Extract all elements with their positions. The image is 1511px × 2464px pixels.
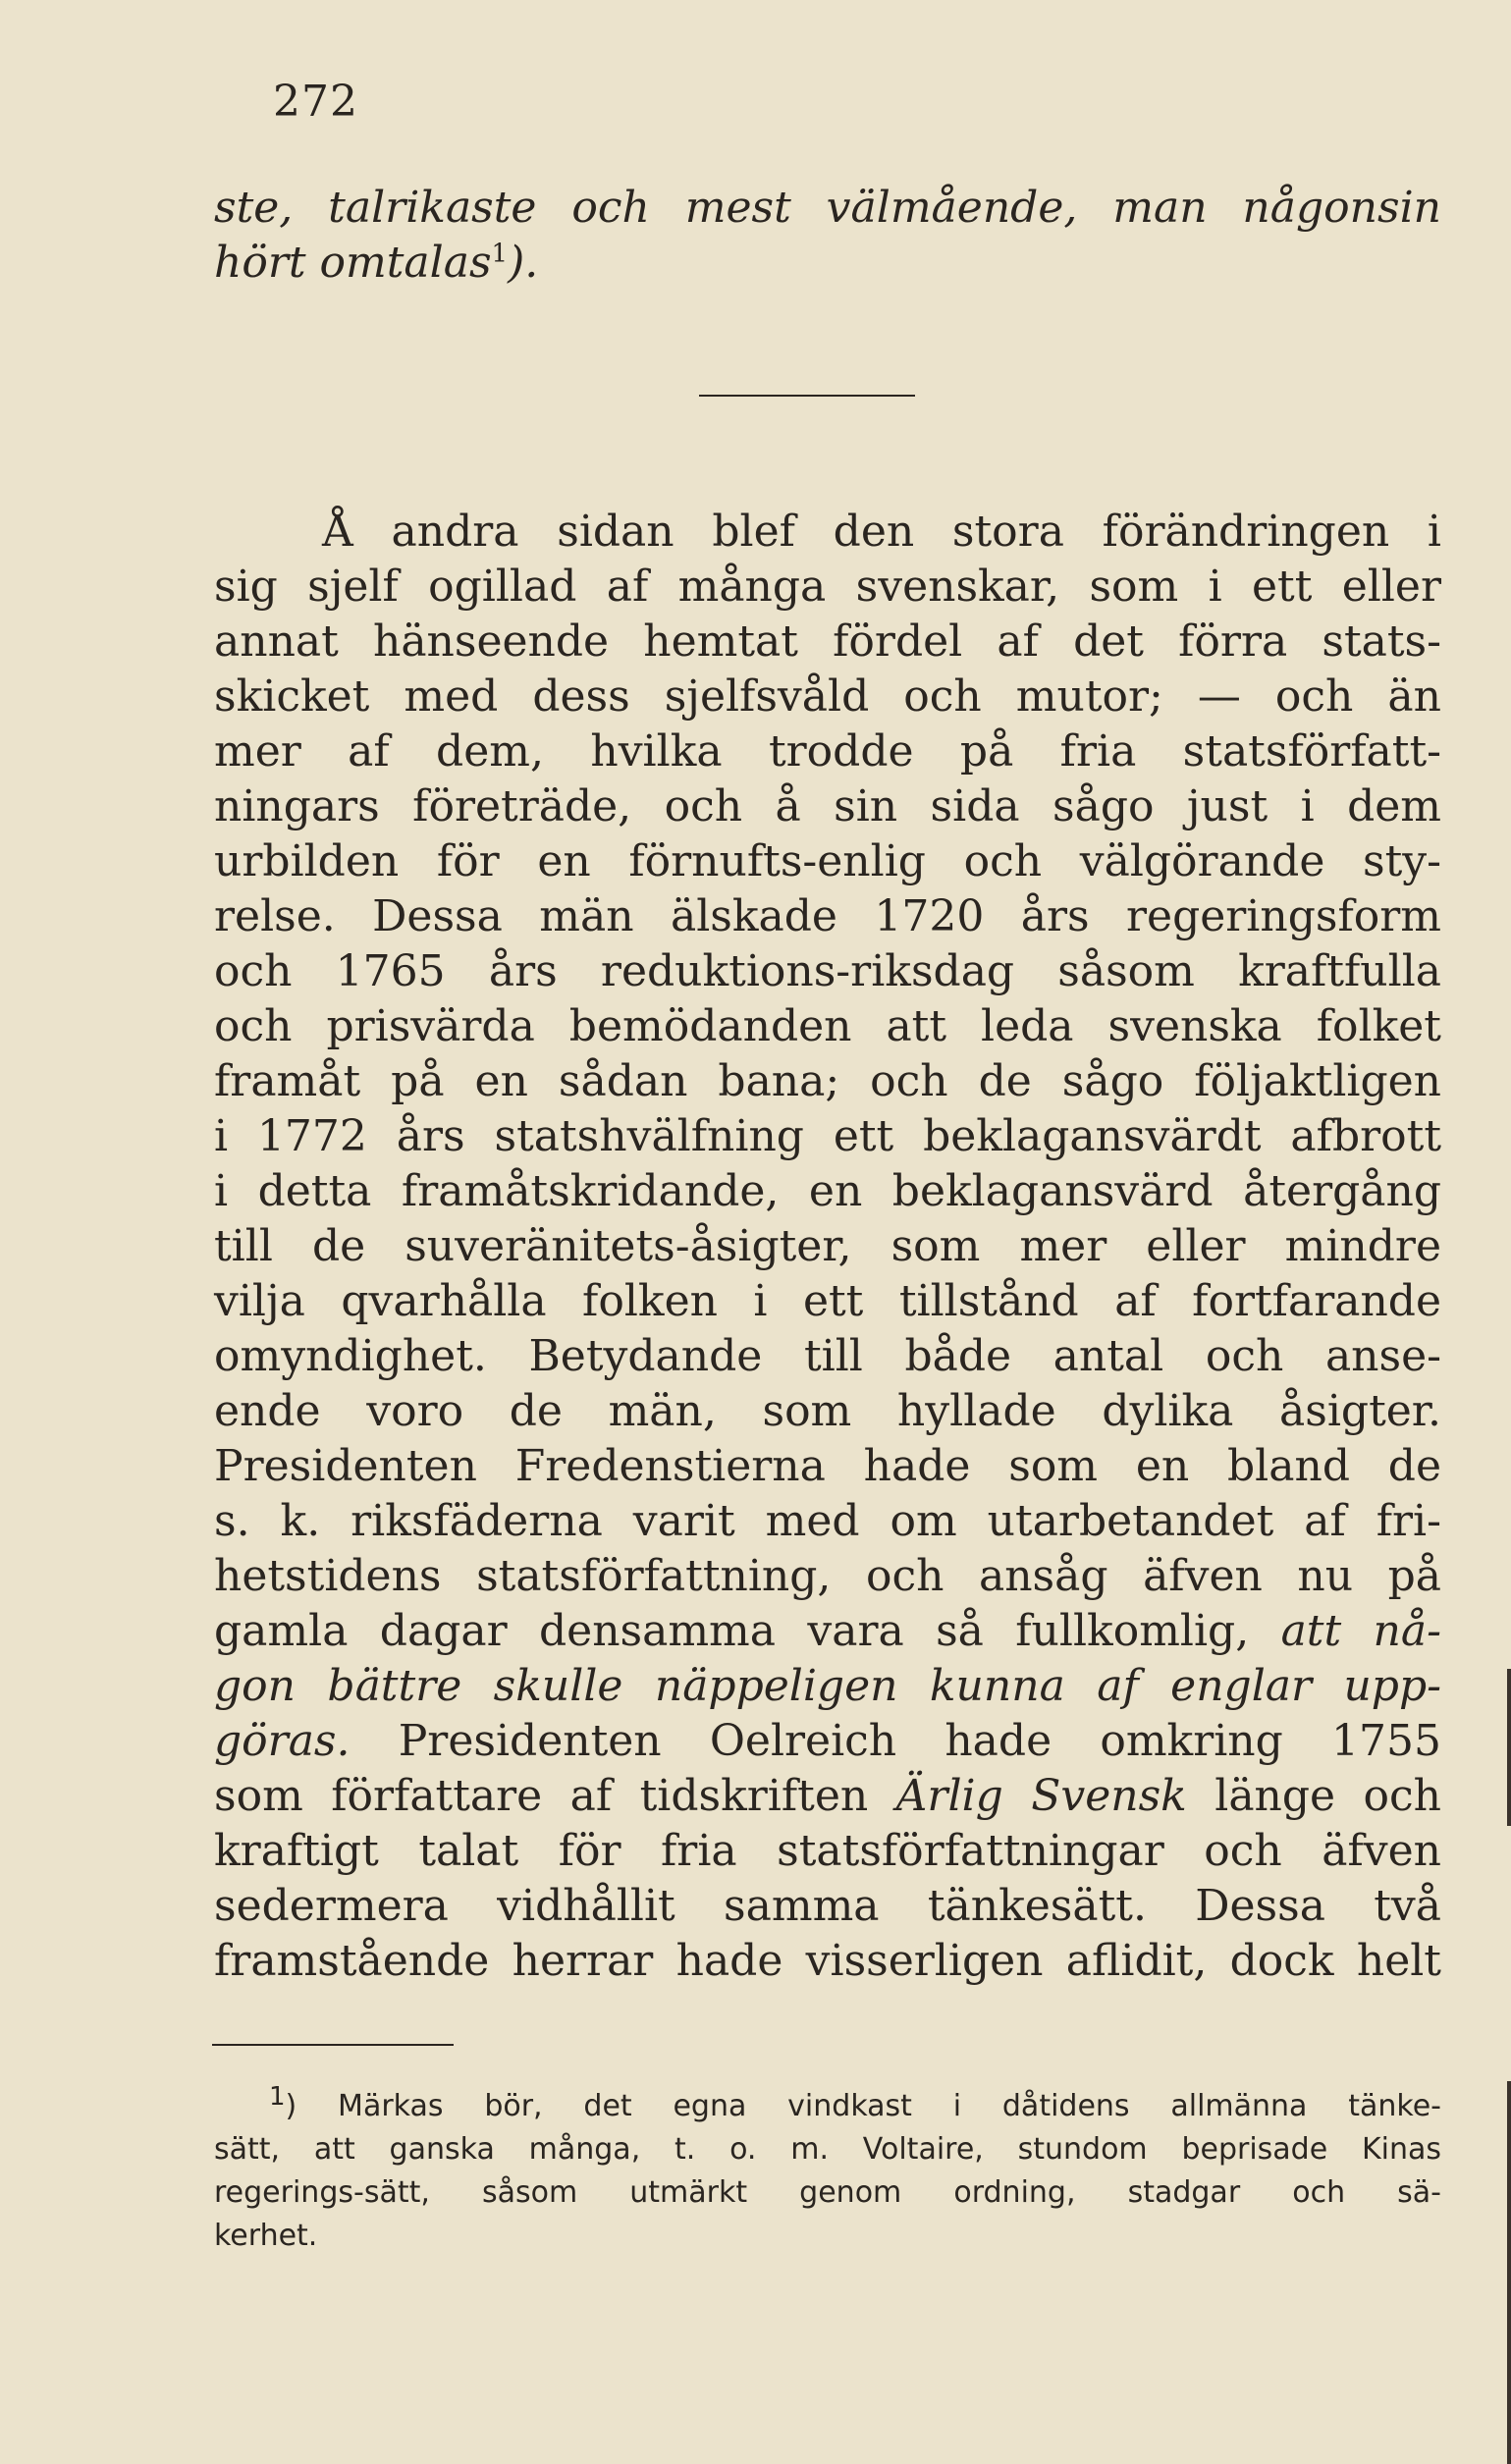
text-run: Presidenten Oelreich hade omkring 1755 [350, 1716, 1441, 1766]
main-paragraph [214, 505, 1441, 1989]
page-number: 272 [273, 77, 358, 127]
text-line [214, 2082, 1441, 2128]
text-line: framstående herrar hade visserligen aflidit, dock helt [214, 1936, 1441, 1986]
text-run: länge och [1186, 1771, 1441, 1821]
italic-run: gon bättre skulle näppeligen kunna af englar upp- [214, 1661, 1441, 1711]
text-line: i detta framåtskridande, en beklagansvärd återgång [214, 1166, 1441, 1216]
text-line: sig sjelf ogillad af många svenskar, som i ett eller [214, 562, 1441, 612]
text-line: ste, talrikaste och mest välmående, man någonsin [214, 183, 1441, 233]
text-line: framåt på en sådan bana; och de sågo följaktligen [214, 1056, 1441, 1106]
text-line: till de suveränitets-åsigter, som mer eller mindre [214, 1221, 1441, 1271]
text-run: ) Märkas bör, det egna vindkast i dåtidens allmänna tänke- [285, 2089, 1441, 2123]
text-run: ). [508, 238, 539, 288]
text-line: i 1772 års statshvälfning ett beklagansvärdt afbrott [214, 1111, 1441, 1161]
italic-run: göras. [214, 1716, 351, 1766]
text-line: Presidenten Fredenstierna hade som en bland de [214, 1441, 1441, 1491]
section-divider [699, 395, 915, 397]
text-run: gamla dagar densamma vara så fullkomlig, [214, 1606, 1281, 1656]
text-line: och prisvärda bemödanden att leda svenska folket [214, 1001, 1441, 1051]
italic-run: att nå- [1280, 1606, 1441, 1656]
text-run: hört omtalas [214, 238, 492, 288]
text-line: annat hänseende hemtat fördel af det förra stats- [214, 616, 1441, 667]
footnote-reference: 1 [491, 239, 509, 269]
intro-paragraph [214, 181, 1441, 291]
text-line: sedermera vidhållit samma tänkesätt. Dessa två [214, 1881, 1441, 1931]
text-line [214, 1604, 1441, 1659]
footnote-divider [212, 2044, 454, 2046]
text-line [214, 1769, 1441, 1824]
text-line: kraftigt talat för fria statsförfattningar och äfven [214, 1826, 1441, 1876]
text-line: vilja qvarhålla folken i ett tillstånd af fortfarande [214, 1276, 1441, 1326]
page-edge-shadow [1507, 1669, 1511, 1826]
text-line: urbilden för en förnufts-enlig och välgörande sty- [214, 836, 1441, 886]
text-line: relse. Dessa män älskade 1720 års regeringsform [214, 891, 1441, 941]
text-line: ende voro de män, som hyllade dylika åsigter. [214, 1386, 1441, 1436]
text-line [214, 236, 1441, 291]
italic-run: Ärlig Svensk [895, 1771, 1187, 1821]
text-line: ningars företräde, och å sin sida sågo just i dem [214, 781, 1441, 831]
text-line: kerhet. [214, 2219, 318, 2253]
page-edge-shadow [1507, 2081, 1511, 2464]
footnote-marker: 1 [269, 2082, 286, 2112]
text-line: Å andra sidan blef den stora förändringen i [322, 507, 1441, 557]
text-line [214, 1659, 1441, 1714]
text-line [214, 1714, 1441, 1769]
text-line: sätt, att ganska många, t. o. m. Voltaire, stundom beprisade Kinas [214, 2132, 1441, 2167]
text-line: hetstidens statsförfattning, och ansåg äfven nu på [214, 1551, 1441, 1601]
text-line: omyndighet. Betydande till både antal och anse- [214, 1331, 1441, 1381]
text-line: mer af dem, hvilka trodde på fria statsförfatt- [214, 726, 1441, 777]
text-line: skicket med dess sjelfsvåld och mutor; — och än [214, 671, 1441, 722]
text-run: som författare af tidskriften [214, 1771, 896, 1821]
text-line: och 1765 års reduktions-riksdag såsom kraftfulla [214, 946, 1441, 996]
text-line: regerings-sätt, såsom utmärkt genom ordning, stadgar och sä- [214, 2175, 1441, 2210]
text-line: s. k. riksfäderna varit med om utarbetandet af fri- [214, 1496, 1441, 1546]
footnote [214, 2082, 1441, 2258]
